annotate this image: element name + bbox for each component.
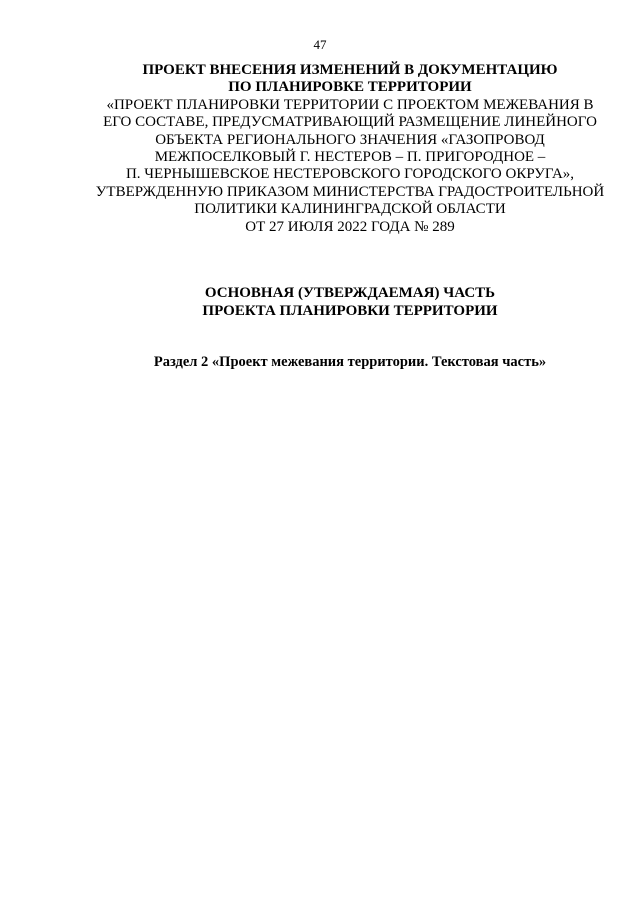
- title-line-4: МЕЖПОСЕЛКОВЫЙ Г. НЕСТЕРОВ – П. ПРИГОРОДНОЕ –: [154, 149, 546, 166]
- page-number: 47: [313, 37, 327, 52]
- document-title: [60, 62, 640, 236]
- section-line-1: ОСНОВНАЯ (УТВЕРЖДАЕМАЯ) ЧАСТЬ: [204, 285, 496, 301]
- title-line-bold-2: ПО ПЛАНИРОВКЕ ТЕРРИТОРИИ: [228, 79, 472, 96]
- section-line-2: ПРОЕКТА ПЛАНИРОВКИ ТЕРРИТОРИИ: [202, 303, 498, 319]
- section-heading: [60, 284, 640, 320]
- title-line-3: ОБЪЕКТА РЕГИОНАЛЬНОГО ЗНАЧЕНИЯ «ГАЗОПРОВОД: [155, 131, 545, 148]
- title-line-7: ПОЛИТИКИ КАЛИНИНГРАДСКОЙ ОБЛАСТИ: [194, 201, 506, 218]
- title-line-2: ЕГО СОСТАВЕ, ПРЕДУСМАТРИВАЮЩИЙ РАЗМЕЩЕНИЕ ЛИНЕЙНОГО: [103, 114, 597, 131]
- title-line-1: «ПРОЕКТ ПЛАНИРОВКИ ТЕРРИТОРИИ С ПРОЕКТОМ МЕЖЕВАНИЯ В: [106, 96, 594, 113]
- title-line-5: П. ЧЕРНЫШЕВСКОЕ НЕСТЕРОВСКОГО ГОРОДСКОГО ОКРУГА»,: [125, 166, 575, 183]
- title-line-bold-1: ПРОЕКТ ВНЕСЕНИЯ ИЗМЕНЕНИЙ В ДОКУМЕНТАЦИЮ: [142, 62, 558, 78]
- title-line-8: ОТ 27 ИЮЛЯ 2022 ГОДА № 289: [245, 218, 455, 235]
- section-subtitle: Раздел 2 «Проект межевания территории. Текстовая часть»: [153, 354, 547, 370]
- title-line-6: УТВЕРЖДЕННУЮ ПРИКАЗОМ МИНИСТЕРСТВА ГРАДОСТРОИТЕЛЬНОЙ: [95, 183, 605, 200]
